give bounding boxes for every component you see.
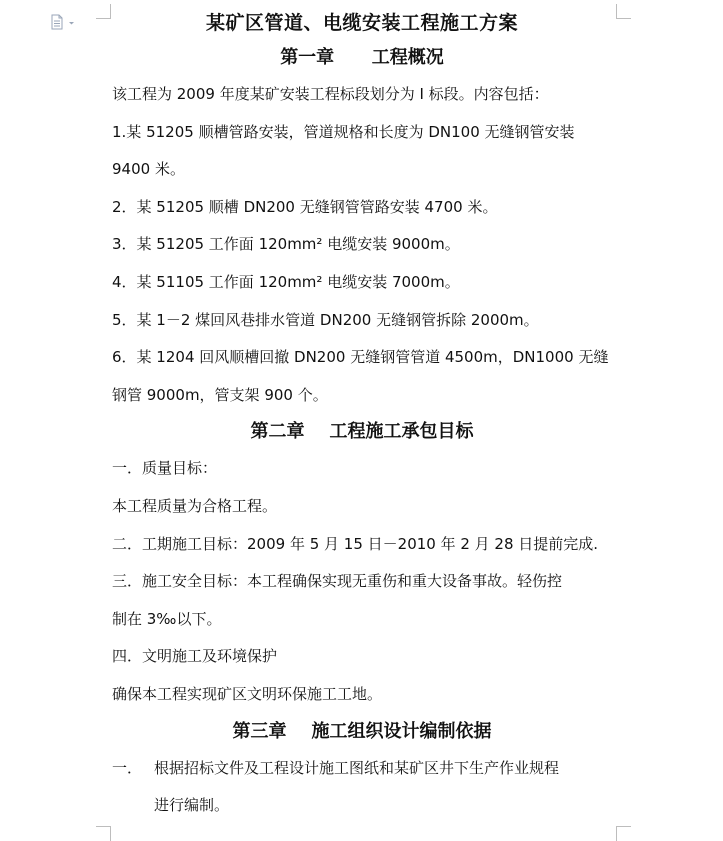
chapter-heading: 第一章 工程概况	[280, 47, 444, 68]
paragraph: 1.某 51205 顺槽管路安装，管道规格和长度为 DN100 无缝钢管安装	[112, 122, 575, 141]
paragraph: 制在 3‰以下。	[112, 609, 222, 628]
page-corner-mark	[616, 826, 631, 841]
document-icon[interactable]	[50, 14, 78, 30]
paragraph: 确保本工程实现矿区文明环保施工工地。	[112, 684, 383, 703]
document-page	[112, 6, 612, 825]
chapter-heading: 第三章 施工组织设计编制依据	[232, 720, 492, 742]
chapter-heading: 第二章 工程施工承包目标	[250, 421, 474, 443]
paragraph: 6．某 1204 回风顺槽回撤 DN200 无缝钢管管道 4500m，DN1000 无缝	[112, 348, 609, 367]
paragraph: 9400 米。	[112, 160, 185, 179]
paragraph: 二．工期施工目标：2009 年 5 月 15 日－2010 年 2 月 28 日提前完成.	[112, 534, 599, 553]
page-corner-mark	[96, 4, 111, 19]
paragraph: 本工程质量为合格工程。	[112, 496, 278, 515]
paragraph: 2．某 51205 顺槽 DN200 无缝钢管管路安装 4700 米。	[112, 197, 498, 216]
paragraph: 三．施工安全目标：本工程确保实现无重伤和重大设备事故。轻伤控	[112, 572, 563, 591]
paragraph: 四．文明施工及环境保护	[112, 647, 278, 666]
list-number: 一．	[112, 758, 143, 777]
paragraph: 一．质量目标：	[112, 459, 218, 478]
list-text: 根据招标文件及工程设计施工图纸和某矿区井下生产作业规程	[154, 758, 560, 777]
page-corner-mark	[96, 826, 111, 841]
paragraph: 3．某 51205 工作面 120mm² 电缆安装 9000m。	[112, 235, 460, 254]
paragraph: 进行编制。	[154, 796, 230, 815]
page-corner-mark	[616, 4, 631, 19]
paragraph: 4．某 51105 工作面 120mm² 电缆安装 7000m。	[112, 272, 460, 291]
paragraph: 5．某 1－2 煤回风巷排水管道 DN200 无缝钢管拆除 2000m。	[112, 310, 539, 329]
paragraph: 钢管 9000m，管支架 900 个。	[112, 385, 328, 404]
list-item	[112, 750, 612, 788]
paragraph: 该工程为 2009 年度某矿安装工程标段划分为 I 标段。内容包括：	[112, 85, 549, 103]
document-title: 某矿区管道、电缆安装工程施工方案	[205, 12, 518, 34]
